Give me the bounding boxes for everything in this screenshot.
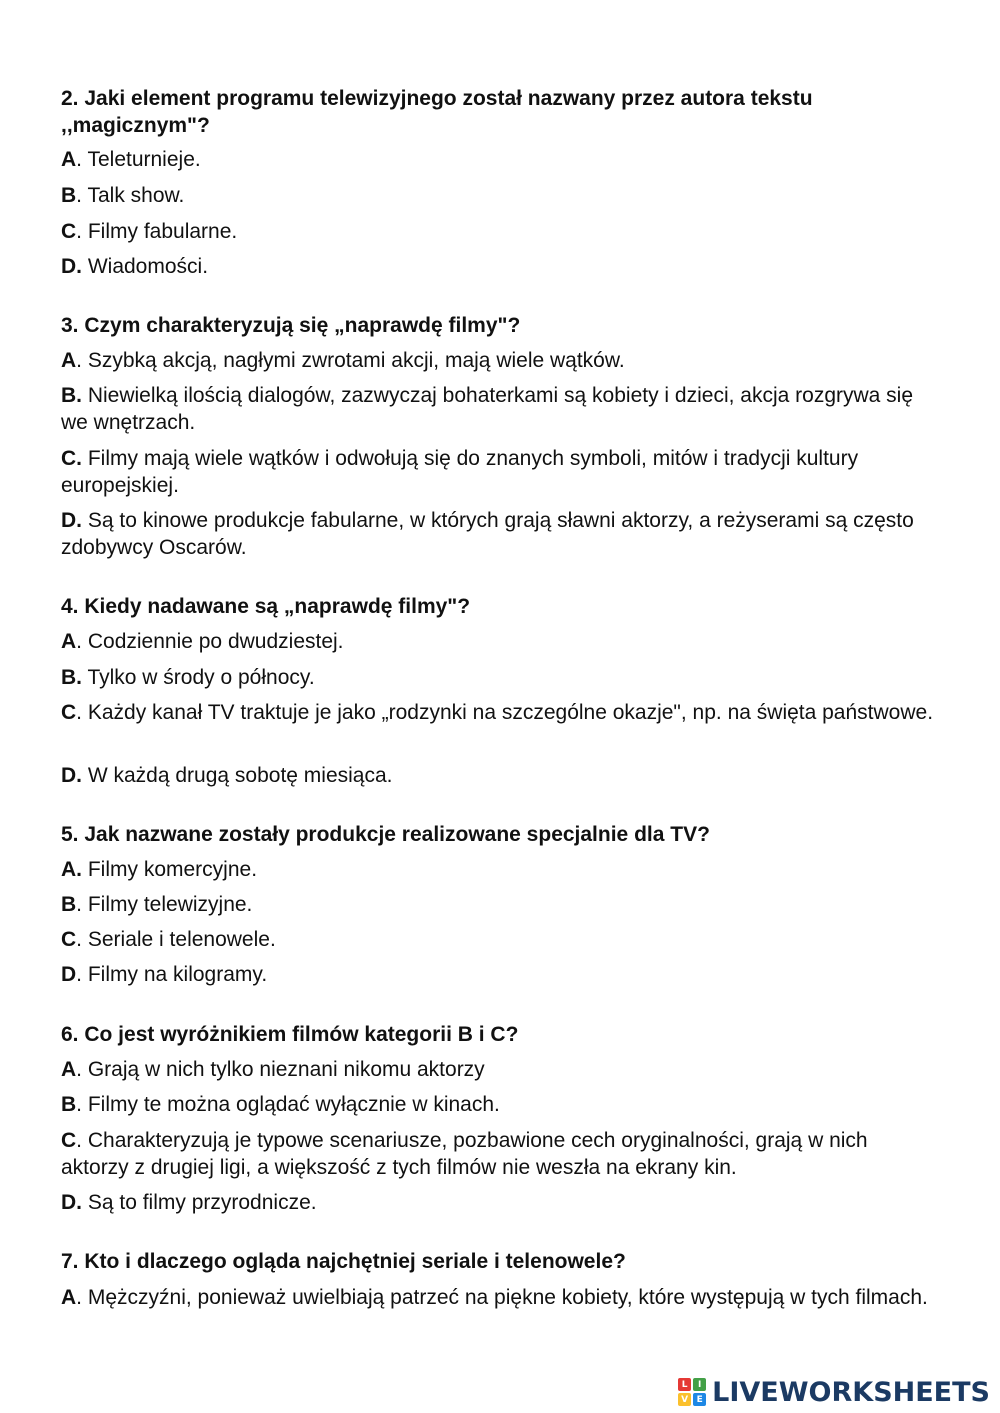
option-letter: D — [61, 963, 77, 986]
option-letter: D. — [61, 255, 82, 278]
question-2-option-b — [61, 182, 941, 209]
option-separator: . — [76, 184, 83, 207]
logo-block: V — [678, 1393, 691, 1406]
option-text: Filmy mają wiele wątków i odwołują się do znanych symboli, mitów i tradycji kultury europejskiej. — [61, 447, 859, 497]
option-text: Filmy na kilogramy. — [82, 963, 268, 986]
logo-block: E — [693, 1393, 706, 1406]
option-separator: . — [76, 893, 83, 916]
option-letter: A — [61, 1286, 77, 1309]
option-separator: . — [76, 1058, 83, 1081]
option-separator: . — [76, 630, 83, 653]
option-letter: B — [61, 184, 77, 207]
question-5-option-b — [61, 891, 941, 918]
question-3-title: 3. Czym charakteryzują się „naprawdę filmy"? — [61, 314, 521, 337]
question-2-option-a — [61, 146, 941, 173]
option-text: Teleturnieje. — [82, 148, 201, 171]
option-letter: D. — [61, 1191, 82, 1214]
option-text: Filmy komercyjne. — [82, 858, 258, 881]
question-6-title: 6. Co jest wyróżnikiem filmów kategorii B i C? — [61, 1023, 519, 1046]
question-4-option-d — [61, 762, 941, 789]
question-3-option-c — [61, 445, 941, 499]
option-text: Codziennie po dwudziestej. — [82, 630, 344, 653]
option-letter: C — [61, 220, 77, 243]
question-7-title: 7. Kto i dlaczego ogląda najchętniej seriale i telenowele? — [61, 1250, 626, 1273]
option-separator: . — [76, 963, 83, 986]
option-separator: . — [76, 220, 83, 243]
question-5-title: 5. Jak nazwane zostały produkcje realizowane specjalnie dla TV? — [61, 823, 710, 846]
option-letter: D. — [61, 764, 82, 787]
option-separator: . — [76, 928, 83, 951]
option-letter: C — [61, 1129, 77, 1152]
question-6-option-b — [61, 1091, 941, 1118]
option-separator: . — [76, 1129, 83, 1152]
question-4-title: 4. Kiedy nadawane są „naprawdę filmy"? — [61, 595, 471, 618]
option-letter: A — [61, 1058, 77, 1081]
question-7-option-a — [61, 1284, 941, 1311]
option-letter: C. — [61, 447, 82, 470]
option-text: Charakteryzują je typowe scenariusze, pozbawione cech oryginalności, grają w nich aktorzy z drugiej ligi, a większość z tych filmów nie weszła na ekrany kin. — [61, 1129, 868, 1179]
option-text: Seriale i telenowele. — [82, 928, 276, 951]
question-6-option-c — [61, 1127, 941, 1181]
question-3-option-d — [61, 507, 941, 561]
option-separator: . — [76, 701, 83, 724]
option-letter: A. — [61, 858, 82, 881]
option-separator: . — [76, 1093, 83, 1116]
option-letter: D. — [61, 509, 82, 532]
question-6-option-a — [61, 1056, 941, 1083]
question-4-option-c — [61, 699, 941, 726]
option-text: Tylko w środy o północy. — [82, 666, 315, 689]
option-text: Filmy te można oglądać wyłącznie w kinach. — [82, 1093, 500, 1116]
option-separator: . — [76, 349, 83, 372]
option-letter: A — [61, 148, 77, 171]
option-text: Są to kinowe produkcje fabularne, w których grają sławni aktorzy, a reżyserami są często zdobywcy Oscarów. — [61, 509, 914, 559]
question-3-option-a — [61, 347, 941, 374]
liveworksheets-logo — [678, 1377, 990, 1407]
question-4-option-a — [61, 628, 941, 655]
question-2-option-c — [61, 218, 941, 245]
question-3-option-b — [61, 382, 941, 436]
option-letter: B — [61, 1093, 77, 1116]
logo-blocks-icon — [678, 1378, 706, 1406]
logo-block: I — [693, 1378, 706, 1391]
option-letter: A — [61, 630, 77, 653]
option-letter: C — [61, 701, 77, 724]
option-letter: B — [61, 893, 77, 916]
option-letter: C — [61, 928, 77, 951]
option-letter: B. — [61, 384, 82, 407]
option-letter: B. — [61, 666, 82, 689]
option-text: Filmy fabularne. — [82, 220, 238, 243]
option-text: Każdy kanał TV traktuje je jako „rodzynki na szczególne okazje", np. na święta państwowe. — [82, 701, 934, 724]
option-text: Szybką akcją, nagłymi zwrotami akcji, mają wiele wątków. — [82, 349, 625, 372]
question-2-option-d — [61, 253, 941, 280]
option-text: W każdą drugą sobotę miesiąca. — [82, 764, 393, 787]
logo-block: L — [678, 1378, 691, 1391]
question-2-title: 2. Jaki element programu telewizyjnego został nazwany przez autora tekstu ,,magicznym"? — [61, 87, 813, 137]
option-text: Talk show. — [82, 184, 185, 207]
option-text: Są to filmy przyrodnicze. — [82, 1191, 317, 1214]
logo-text: LIVEWORKSHEETS — [712, 1376, 990, 1408]
question-5-option-d — [61, 961, 941, 988]
option-separator: . — [76, 1286, 83, 1309]
option-text: Mężczyźni, ponieważ uwielbiają patrzeć na piękne kobiety, które występują w tych filmach. — [82, 1286, 928, 1309]
question-6-option-d — [61, 1189, 941, 1216]
question-5-option-c — [61, 926, 941, 953]
option-text: Wiadomości. — [82, 255, 209, 278]
option-letter: A — [61, 349, 77, 372]
option-text: Niewielką ilością dialogów, zazwyczaj bohaterkami są kobiety i dzieci, akcja rozgrywa się we wnętrzach. — [61, 384, 914, 434]
option-text: Filmy telewizyjne. — [82, 893, 253, 916]
option-text: Grają w nich tylko nieznani nikomu aktorzy — [82, 1058, 485, 1081]
question-5-option-a — [61, 856, 941, 883]
question-4-option-b — [61, 664, 941, 691]
option-separator: . — [76, 148, 83, 171]
